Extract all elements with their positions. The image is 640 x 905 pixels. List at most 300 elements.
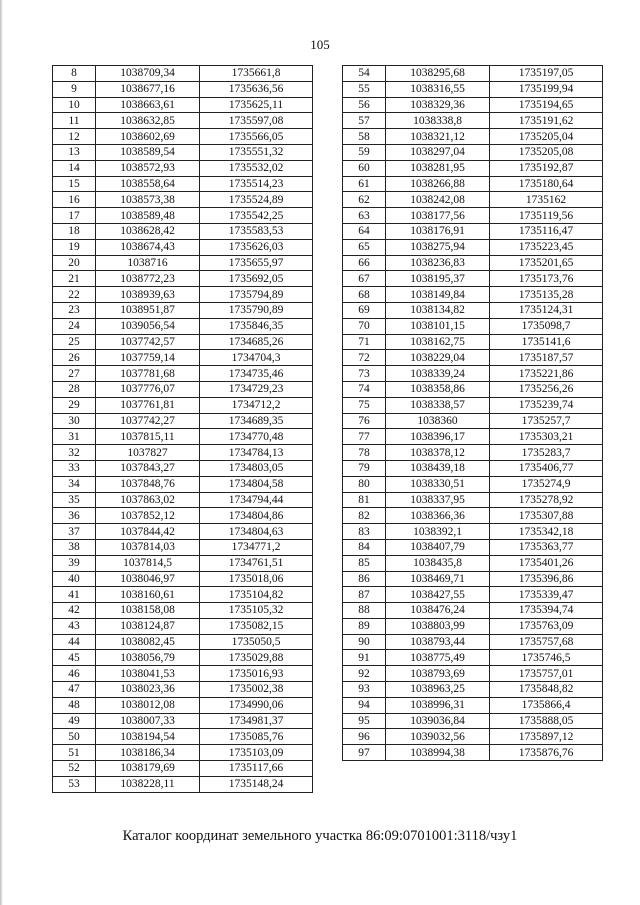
- point-number-cell: 71: [343, 334, 386, 350]
- x-coordinate-cell: 1038160,61: [96, 587, 200, 603]
- y-coordinate-cell: 1735763,09: [490, 618, 603, 634]
- point-number-cell: 94: [343, 697, 386, 713]
- coordinate-row: [53, 239, 313, 255]
- x-coordinate-cell: 1038101,15: [386, 318, 490, 334]
- coordinate-row: [343, 66, 603, 82]
- y-coordinate-cell: 1735104,82: [200, 587, 313, 603]
- coordinate-row: [343, 539, 603, 555]
- x-coordinate-cell: 1038602,69: [96, 129, 200, 145]
- coordinate-row: [343, 350, 603, 366]
- x-coordinate-cell: 1038435,8: [386, 555, 490, 571]
- y-coordinate-cell: 1735162: [490, 192, 603, 208]
- coordinate-row: [53, 113, 313, 129]
- coordinate-row: [343, 160, 603, 176]
- point-number-cell: 44: [53, 634, 96, 650]
- point-number-cell: 30: [53, 413, 96, 429]
- y-coordinate-cell: 1735746,5: [490, 650, 603, 666]
- point-number-cell: 20: [53, 255, 96, 271]
- point-number-cell: 89: [343, 618, 386, 634]
- point-number-cell: 39: [53, 555, 96, 571]
- coordinate-row: [53, 713, 313, 729]
- table-caption: Каталог координат земельного участка 86:09:0701001:3118/чзу1: [122, 828, 518, 844]
- coordinate-row: [53, 66, 313, 82]
- y-coordinate-cell: 1734990,06: [200, 697, 313, 713]
- point-number-cell: 66: [343, 255, 386, 271]
- point-number-cell: 65: [343, 239, 386, 255]
- x-coordinate-cell: 1038316,55: [386, 81, 490, 97]
- x-coordinate-cell: 1038803,99: [386, 618, 490, 634]
- x-coordinate-cell: 1037848,76: [96, 476, 200, 492]
- coordinate-row: [343, 713, 603, 729]
- point-number-cell: 15: [53, 176, 96, 192]
- y-coordinate-cell: 1735018,06: [200, 571, 313, 587]
- y-coordinate-cell: 1735283,7: [490, 445, 603, 461]
- x-coordinate-cell: 1038329,36: [386, 97, 490, 113]
- y-coordinate-cell: 1735566,05: [200, 129, 313, 145]
- coordinate-row: [53, 208, 313, 224]
- x-coordinate-cell: 1038229,04: [386, 350, 490, 366]
- y-coordinate-cell: 1735661,8: [200, 66, 313, 82]
- y-coordinate-cell: 1734735,46: [200, 366, 313, 382]
- point-number-cell: 64: [343, 223, 386, 239]
- coordinate-row: [343, 508, 603, 524]
- coordinate-row: [343, 745, 603, 761]
- coordinate-row: [343, 81, 603, 97]
- y-coordinate-cell: 1735194,65: [490, 97, 603, 113]
- x-coordinate-cell: 1038023,36: [96, 682, 200, 698]
- coordinate-row: [343, 682, 603, 698]
- coordinate-row: [343, 524, 603, 540]
- point-number-cell: 87: [343, 587, 386, 603]
- point-number-cell: 36: [53, 508, 96, 524]
- coordinate-row: [343, 271, 603, 287]
- point-number-cell: 38: [53, 539, 96, 555]
- point-number-cell: 81: [343, 492, 386, 508]
- point-number-cell: 22: [53, 287, 96, 303]
- coordinate-row: [53, 587, 313, 603]
- y-coordinate-cell: 1734771,2: [200, 539, 313, 555]
- coordinate-row: [53, 571, 313, 587]
- coordinate-row: [343, 287, 603, 303]
- y-coordinate-cell: 1735790,89: [200, 302, 313, 318]
- point-number-cell: 51: [53, 745, 96, 761]
- x-coordinate-cell: 1038572,93: [96, 160, 200, 176]
- x-coordinate-cell: 1038939,63: [96, 287, 200, 303]
- point-number-cell: 85: [343, 555, 386, 571]
- x-coordinate-cell: 1038158,08: [96, 603, 200, 619]
- x-coordinate-cell: 1038266,88: [386, 176, 490, 192]
- coordinate-row: [343, 571, 603, 587]
- y-coordinate-cell: 1735135,28: [490, 287, 603, 303]
- y-coordinate-cell: 1734804,86: [200, 508, 313, 524]
- x-coordinate-cell: 1038469,71: [386, 571, 490, 587]
- x-coordinate-cell: 1038407,79: [386, 539, 490, 555]
- point-number-cell: 12: [53, 129, 96, 145]
- y-coordinate-cell: 1734704,3: [200, 350, 313, 366]
- coordinate-row: [53, 144, 313, 160]
- point-number-cell: 25: [53, 334, 96, 350]
- y-coordinate-cell: 1735692,05: [200, 271, 313, 287]
- point-number-cell: 82: [343, 508, 386, 524]
- point-number-cell: 16: [53, 192, 96, 208]
- y-coordinate-cell: 1735532,02: [200, 160, 313, 176]
- x-coordinate-cell: 1038056,79: [96, 650, 200, 666]
- x-coordinate-cell: 1038994,38: [386, 745, 490, 761]
- point-number-cell: 49: [53, 713, 96, 729]
- y-coordinate-cell: 1735846,35: [200, 318, 313, 334]
- point-number-cell: 84: [343, 539, 386, 555]
- y-coordinate-cell: 1735201,65: [490, 255, 603, 271]
- coordinate-row: [53, 334, 313, 350]
- coordinate-row: [53, 318, 313, 334]
- x-coordinate-cell: 1038338,8: [386, 113, 490, 129]
- y-coordinate-cell: 1735339,47: [490, 587, 603, 603]
- point-number-cell: 96: [343, 729, 386, 745]
- point-number-cell: 60: [343, 160, 386, 176]
- point-number-cell: 10: [53, 97, 96, 113]
- coordinate-row: [53, 508, 313, 524]
- point-number-cell: 17: [53, 208, 96, 224]
- x-coordinate-cell: 1038716: [96, 255, 200, 271]
- x-coordinate-cell: 1038297,04: [386, 144, 490, 160]
- point-number-cell: 55: [343, 81, 386, 97]
- y-coordinate-cell: 1735897,12: [490, 729, 603, 745]
- y-coordinate-cell: 1734685,26: [200, 334, 313, 350]
- y-coordinate-cell: 1735205,04: [490, 129, 603, 145]
- x-coordinate-cell: 1038295,68: [386, 66, 490, 82]
- point-number-cell: 28: [53, 381, 96, 397]
- x-coordinate-cell: 1038439,18: [386, 460, 490, 476]
- coordinate-row: [53, 745, 313, 761]
- y-coordinate-cell: 1734794,44: [200, 492, 313, 508]
- y-coordinate-cell: 1735085,76: [200, 729, 313, 745]
- x-coordinate-cell: 1038179,69: [96, 761, 200, 777]
- coordinate-row: [343, 302, 603, 318]
- point-number-cell: 11: [53, 113, 96, 129]
- x-coordinate-cell: 1038321,12: [386, 129, 490, 145]
- y-coordinate-cell: 1735205,08: [490, 144, 603, 160]
- point-number-cell: 57: [343, 113, 386, 129]
- x-coordinate-cell: 1038963,25: [386, 682, 490, 698]
- point-number-cell: 63: [343, 208, 386, 224]
- x-coordinate-cell: 1038082,45: [96, 634, 200, 650]
- coordinate-row: [53, 129, 313, 145]
- y-coordinate-cell: 1735192,87: [490, 160, 603, 176]
- point-number-cell: 67: [343, 271, 386, 287]
- point-number-cell: 70: [343, 318, 386, 334]
- x-coordinate-cell: 1038007,33: [96, 713, 200, 729]
- y-coordinate-cell: 1735655,97: [200, 255, 313, 271]
- coordinate-row: [343, 176, 603, 192]
- point-number-cell: 21: [53, 271, 96, 287]
- y-coordinate-cell: 1735848,82: [490, 682, 603, 698]
- coordinate-row: [343, 650, 603, 666]
- coordinates-table-right: [342, 65, 603, 761]
- y-coordinate-cell: 1735029,88: [200, 650, 313, 666]
- coordinate-row: [53, 697, 313, 713]
- x-coordinate-cell: 1038378,12: [386, 445, 490, 461]
- y-coordinate-cell: 1735303,21: [490, 429, 603, 445]
- point-number-cell: 68: [343, 287, 386, 303]
- coordinate-row: [53, 160, 313, 176]
- x-coordinate-cell: 1038674,43: [96, 239, 200, 255]
- x-coordinate-cell: 1038281,95: [386, 160, 490, 176]
- y-coordinate-cell: 1735274,9: [490, 476, 603, 492]
- point-number-cell: 61: [343, 176, 386, 192]
- point-number-cell: 91: [343, 650, 386, 666]
- coordinate-row: [343, 666, 603, 682]
- y-coordinate-cell: 1735223,45: [490, 239, 603, 255]
- y-coordinate-cell: 1735180,64: [490, 176, 603, 192]
- x-coordinate-cell: 1037814,5: [96, 555, 200, 571]
- y-coordinate-cell: 1735256,26: [490, 381, 603, 397]
- y-coordinate-cell: 1735597,08: [200, 113, 313, 129]
- coordinate-row: [53, 223, 313, 239]
- coordinate-row: [343, 634, 603, 650]
- coordinate-row: [343, 318, 603, 334]
- coordinate-row: [53, 445, 313, 461]
- x-coordinate-cell: 1038775,49: [386, 650, 490, 666]
- coordinate-row: [53, 618, 313, 634]
- point-number-cell: 46: [53, 666, 96, 682]
- point-number-cell: 58: [343, 129, 386, 145]
- y-coordinate-cell: 1735221,86: [490, 366, 603, 382]
- point-number-cell: 78: [343, 445, 386, 461]
- x-coordinate-cell: 1038195,37: [386, 271, 490, 287]
- point-number-cell: 13: [53, 144, 96, 160]
- coordinate-row: [343, 208, 603, 224]
- coordinate-row: [53, 476, 313, 492]
- y-coordinate-cell: 1734712,2: [200, 397, 313, 413]
- y-coordinate-cell: 1735148,24: [200, 776, 313, 792]
- y-coordinate-cell: 1735278,92: [490, 492, 603, 508]
- y-coordinate-cell: 1735119,56: [490, 208, 603, 224]
- y-coordinate-cell: 1734761,51: [200, 555, 313, 571]
- x-coordinate-cell: 1038396,17: [386, 429, 490, 445]
- x-coordinate-cell: 1037843,27: [96, 460, 200, 476]
- y-coordinate-cell: 1735103,09: [200, 745, 313, 761]
- point-number-cell: 59: [343, 144, 386, 160]
- coordinate-row: [53, 761, 313, 777]
- y-coordinate-cell: 1735583,53: [200, 223, 313, 239]
- coordinate-row: [343, 729, 603, 745]
- point-number-cell: 33: [53, 460, 96, 476]
- point-number-cell: 90: [343, 634, 386, 650]
- x-coordinate-cell: 1038275,94: [386, 239, 490, 255]
- coordinate-row: [53, 666, 313, 682]
- x-coordinate-cell: 1038632,85: [96, 113, 200, 129]
- x-coordinate-cell: 1038392,1: [386, 524, 490, 540]
- point-number-cell: 53: [53, 776, 96, 792]
- y-coordinate-cell: 1734803,05: [200, 460, 313, 476]
- point-number-cell: 45: [53, 650, 96, 666]
- y-coordinate-cell: 1735116,47: [490, 223, 603, 239]
- point-number-cell: 47: [53, 682, 96, 698]
- point-number-cell: 35: [53, 492, 96, 508]
- point-number-cell: 86: [343, 571, 386, 587]
- y-coordinate-cell: 1734981,37: [200, 713, 313, 729]
- y-coordinate-cell: 1735542,25: [200, 208, 313, 224]
- point-number-cell: 50: [53, 729, 96, 745]
- x-coordinate-cell: 1038628,42: [96, 223, 200, 239]
- point-number-cell: 40: [53, 571, 96, 587]
- x-coordinate-cell: 1038177,56: [386, 208, 490, 224]
- coordinates-table-left: [52, 65, 313, 793]
- point-number-cell: 31: [53, 429, 96, 445]
- x-coordinate-cell: 1038176,91: [386, 223, 490, 239]
- x-coordinate-cell: 1037742,57: [96, 334, 200, 350]
- scan-edge-shadow: [0, 0, 3, 905]
- y-coordinate-cell: 1735050,5: [200, 634, 313, 650]
- coordinate-row: [343, 366, 603, 382]
- y-coordinate-cell: 1734689,35: [200, 413, 313, 429]
- coordinate-row: [53, 271, 313, 287]
- y-coordinate-cell: 1735514,23: [200, 176, 313, 192]
- point-number-cell: 56: [343, 97, 386, 113]
- y-coordinate-cell: 1735191,62: [490, 113, 603, 129]
- coordinate-row: [53, 603, 313, 619]
- point-number-cell: 48: [53, 697, 96, 713]
- point-number-cell: 34: [53, 476, 96, 492]
- coordinate-row: [53, 287, 313, 303]
- x-coordinate-cell: 1038041,53: [96, 666, 200, 682]
- x-coordinate-cell: 1038194,54: [96, 729, 200, 745]
- point-number-cell: 43: [53, 618, 96, 634]
- y-coordinate-cell: 1735197,05: [490, 66, 603, 82]
- point-number-cell: 54: [343, 66, 386, 82]
- point-number-cell: 97: [343, 745, 386, 761]
- coordinate-row: [343, 460, 603, 476]
- y-coordinate-cell: 1735406,77: [490, 460, 603, 476]
- x-coordinate-cell: 1038589,48: [96, 208, 200, 224]
- coordinate-row: [343, 113, 603, 129]
- x-coordinate-cell: 1038012,08: [96, 697, 200, 713]
- coordinate-row: [343, 334, 603, 350]
- coordinate-row: [343, 192, 603, 208]
- point-number-cell: 42: [53, 603, 96, 619]
- x-coordinate-cell: 1037852,12: [96, 508, 200, 524]
- coordinate-row: [343, 492, 603, 508]
- coordinate-row: [343, 255, 603, 271]
- coordinate-row: [343, 445, 603, 461]
- x-coordinate-cell: 1037827: [96, 445, 200, 461]
- y-coordinate-cell: 1734729,23: [200, 381, 313, 397]
- point-number-cell: 27: [53, 366, 96, 382]
- point-number-cell: 76: [343, 413, 386, 429]
- x-coordinate-cell: 1038124,87: [96, 618, 200, 634]
- y-coordinate-cell: 1735757,68: [490, 634, 603, 650]
- y-coordinate-cell: 1735888,05: [490, 713, 603, 729]
- x-coordinate-cell: 1038338,57: [386, 397, 490, 413]
- y-coordinate-cell: 1735173,76: [490, 271, 603, 287]
- point-number-cell: 95: [343, 713, 386, 729]
- coordinate-row: [343, 223, 603, 239]
- coordinate-row: [343, 97, 603, 113]
- coordinate-row: [53, 366, 313, 382]
- coordinate-row: [53, 413, 313, 429]
- point-number-cell: 37: [53, 524, 96, 540]
- x-coordinate-cell: 1037761,81: [96, 397, 200, 413]
- y-coordinate-cell: 1735342,18: [490, 524, 603, 540]
- point-number-cell: 88: [343, 603, 386, 619]
- x-coordinate-cell: 1037815,11: [96, 429, 200, 445]
- y-coordinate-cell: 1735002,38: [200, 682, 313, 698]
- point-number-cell: 83: [343, 524, 386, 540]
- x-coordinate-cell: 1038793,44: [386, 634, 490, 650]
- point-number-cell: 69: [343, 302, 386, 318]
- point-number-cell: 8: [53, 66, 96, 82]
- y-coordinate-cell: 1735016,93: [200, 666, 313, 682]
- x-coordinate-cell: 1038236,83: [386, 255, 490, 271]
- y-coordinate-cell: 1735257,7: [490, 413, 603, 429]
- y-coordinate-cell: 1735117,66: [200, 761, 313, 777]
- coordinate-row: [53, 682, 313, 698]
- point-number-cell: 75: [343, 397, 386, 413]
- point-number-cell: 32: [53, 445, 96, 461]
- y-coordinate-cell: 1735082,15: [200, 618, 313, 634]
- coordinate-row: [53, 460, 313, 476]
- point-number-cell: 29: [53, 397, 96, 413]
- x-coordinate-cell: 1039032,56: [386, 729, 490, 745]
- y-coordinate-cell: 1735105,32: [200, 603, 313, 619]
- x-coordinate-cell: 1038186,34: [96, 745, 200, 761]
- x-coordinate-cell: 1038558,64: [96, 176, 200, 192]
- coordinate-row: [53, 650, 313, 666]
- x-coordinate-cell: 1038476,24: [386, 603, 490, 619]
- coordinate-row: [53, 729, 313, 745]
- y-coordinate-cell: 1735524,89: [200, 192, 313, 208]
- point-number-cell: 93: [343, 682, 386, 698]
- coordinate-row: [343, 618, 603, 634]
- x-coordinate-cell: 1037781,68: [96, 366, 200, 382]
- y-coordinate-cell: 1735187,57: [490, 350, 603, 366]
- point-number-cell: 74: [343, 381, 386, 397]
- y-coordinate-cell: 1735124,31: [490, 302, 603, 318]
- x-coordinate-cell: 1039056,54: [96, 318, 200, 334]
- x-coordinate-cell: 1038677,16: [96, 81, 200, 97]
- point-number-cell: 19: [53, 239, 96, 255]
- y-coordinate-cell: 1735396,86: [490, 571, 603, 587]
- x-coordinate-cell: 1038951,87: [96, 302, 200, 318]
- y-coordinate-cell: 1735794,89: [200, 287, 313, 303]
- y-coordinate-cell: 1735401,26: [490, 555, 603, 571]
- y-coordinate-cell: 1735394,74: [490, 603, 603, 619]
- point-number-cell: 62: [343, 192, 386, 208]
- x-coordinate-cell: 1038046,97: [96, 571, 200, 587]
- coordinate-row: [343, 381, 603, 397]
- x-coordinate-cell: 1038573,38: [96, 192, 200, 208]
- y-coordinate-cell: 1735876,76: [490, 745, 603, 761]
- x-coordinate-cell: 1037814,03: [96, 539, 200, 555]
- coordinate-row: [343, 476, 603, 492]
- point-number-cell: 73: [343, 366, 386, 382]
- point-number-cell: 14: [53, 160, 96, 176]
- y-coordinate-cell: 1734770,48: [200, 429, 313, 445]
- x-coordinate-cell: 1037844,42: [96, 524, 200, 540]
- x-coordinate-cell: 1038366,36: [386, 508, 490, 524]
- point-number-cell: 41: [53, 587, 96, 603]
- x-coordinate-cell: 1038427,55: [386, 587, 490, 603]
- point-number-cell: 26: [53, 350, 96, 366]
- coordinate-row: [343, 397, 603, 413]
- x-coordinate-cell: 1039036,84: [386, 713, 490, 729]
- coordinate-row: [343, 587, 603, 603]
- x-coordinate-cell: 1038339,24: [386, 366, 490, 382]
- coordinate-row: [343, 697, 603, 713]
- y-coordinate-cell: 1735363,77: [490, 539, 603, 555]
- coordinate-row: [343, 129, 603, 145]
- y-coordinate-cell: 1734784,13: [200, 445, 313, 461]
